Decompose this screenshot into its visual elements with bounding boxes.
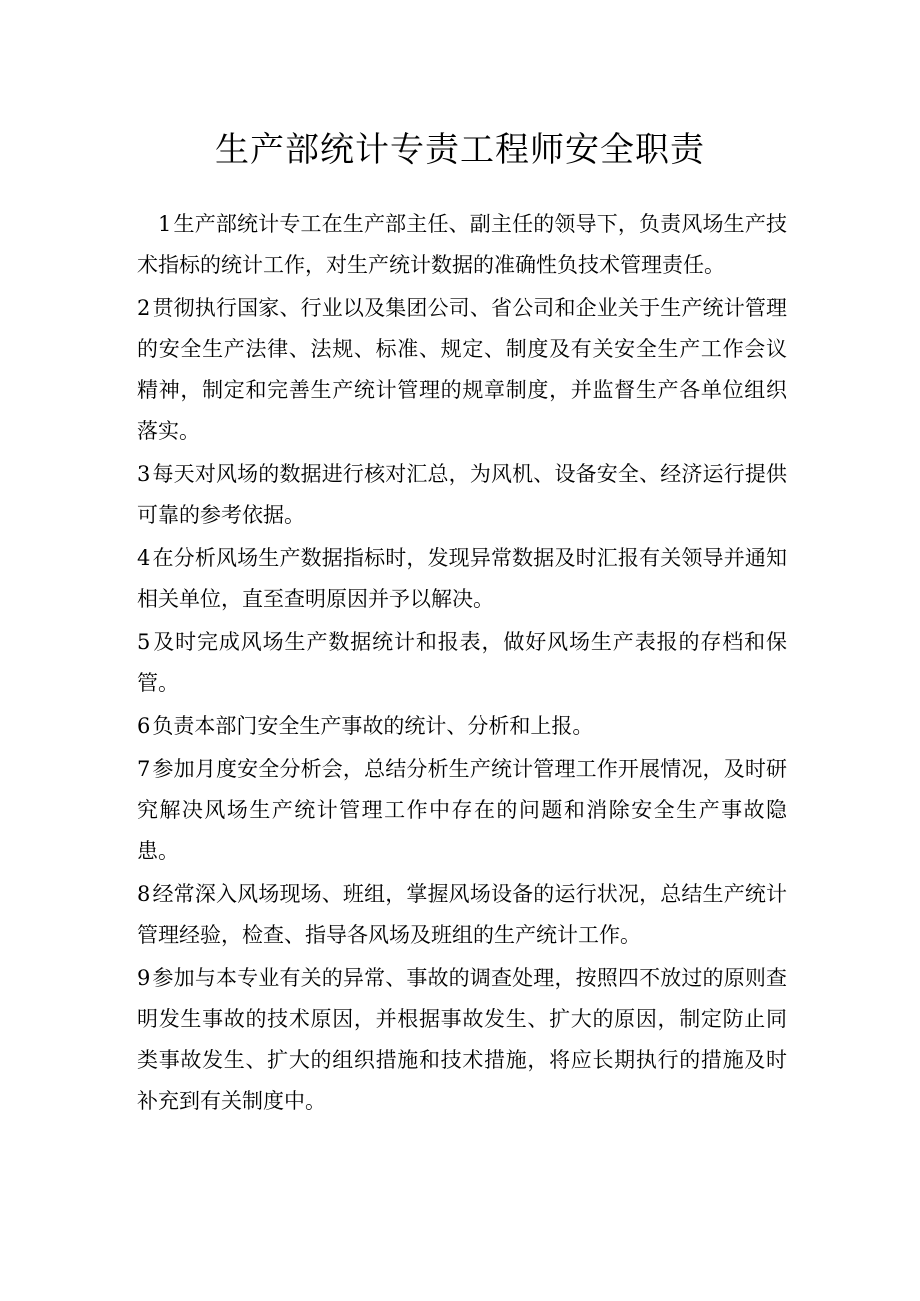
paragraph-text: 生产部统计专工在生产部主任、副主任的领导下，负责风场生产技术指标的统计工作，对生产统计数据的准确性负技术管理责任。: [137, 212, 787, 277]
paragraph-text: 每天对风场的数据进行核对汇总，为风机、设备安全、经济运行提供可靠的参考依据。: [137, 462, 787, 527]
paragraph-number: 1: [158, 212, 172, 236]
paragraph-text: 在分析风场生产数据指标时，发现异常数据及时汇报有关领导并通知相关单位，直至查明原因并予以解决。: [137, 546, 787, 611]
paragraph-7: [137, 749, 787, 872]
paragraph-number: 3: [137, 462, 151, 486]
paragraph-number: 6: [137, 714, 151, 738]
paragraph-5: [137, 622, 787, 704]
paragraph-text: 参加月度安全分析会，总结分析生产统计管理工作开展情况，及时研究解决风场生产统计管理工作中存在的问题和消除安全生产事故隐患。: [137, 757, 787, 863]
paragraph-number: 2: [137, 296, 151, 320]
paragraph-text: 参加与本专业有关的异常、事故的调查处理，按照四不放过的原则查明发生事故的技术原因，并根据事故发生、扩大的原因，制定防止同类事故发生、扩大的组织措施和技术措施，将应长期执行的措施及时补充到有关制度中。: [137, 966, 787, 1113]
paragraph-number: 4: [137, 546, 151, 570]
paragraph-text: 贯彻执行国家、行业以及集团公司、省公司和企业关于生产统计管理的安全生产法律、法规、标准、规定、制度及有关安全生产工作会议精神，制定和完善生产统计管理的规章制度，并监督生产各单位组织落实。: [137, 296, 787, 443]
paragraph-number: 8: [137, 882, 151, 906]
paragraph-number: 9: [137, 966, 151, 990]
paragraph-1: [137, 204, 787, 286]
paragraph-text: 及时完成风场生产数据统计和报表，做好风场生产表报的存档和保管。: [137, 630, 787, 695]
paragraph-text: 负责本部门安全生产事故的统计、分析和上报。: [152, 714, 594, 738]
paragraph-4: [137, 538, 787, 620]
paragraph-number: 7: [137, 757, 151, 781]
document-body: [137, 204, 787, 1124]
paragraph-3: [137, 454, 787, 536]
paragraph-9: [137, 958, 787, 1122]
document-title: 生产部统计专责工程师安全职责: [215, 130, 705, 170]
paragraph-6: [137, 706, 787, 747]
paragraph-2: [137, 288, 787, 452]
paragraph-8: [137, 874, 787, 956]
paragraph-number: 5: [137, 630, 151, 654]
paragraph-text: 经常深入风场现场、班组，掌握风场设备的运行状况，总结生产统计管理经验，检查、指导各风场及班组的生产统计工作。: [137, 882, 787, 947]
